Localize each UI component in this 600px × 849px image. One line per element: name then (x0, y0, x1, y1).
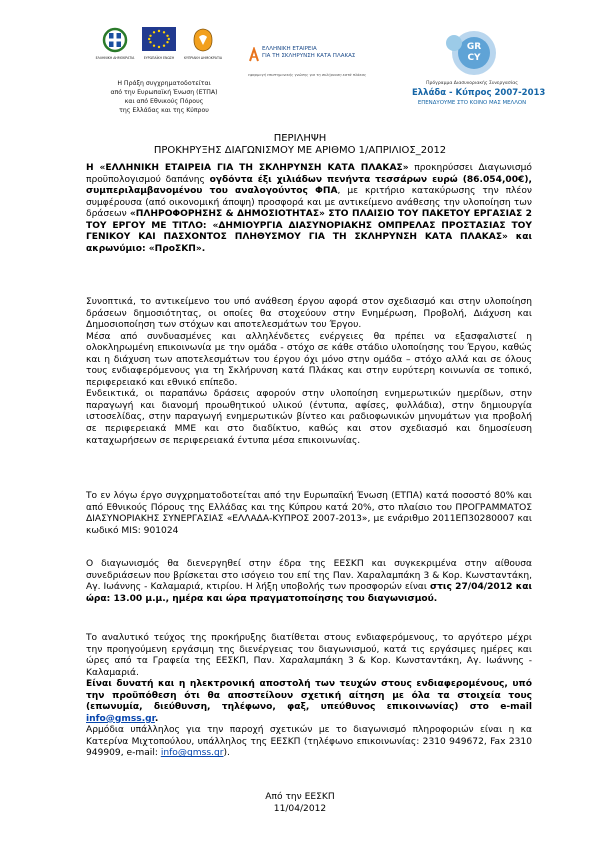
signature-date: 11/04/2012 (273, 804, 327, 814)
grcy-globe-icon (440, 27, 500, 79)
text-span: ). (223, 748, 230, 759)
esskp-name-line: ΕΛΛΗΝΙΚΗ ΕΤΑΙΡΕΙΑ (262, 46, 317, 52)
title-line-1: ΠΕΡΙΛΗΨΗ (273, 133, 327, 144)
cofinance-line: Η Πράξη συγχρηματοδοτείται (117, 80, 211, 87)
project-title: «ΠΛΗΡΟΦΟΡΗΣΗΣ & ΔΗΜΟΣΙΟΤΗΤΑΣ» ΣΤΟ ΠΛΑΙΣΙΟ ΤΟΥ ΠΑΚΕΤΟΥ ΕΡΓΑΣΙΑΣ 2 ΤΟΥ ΕΡΓΟΥ ΜΕ ΤΙΤΛΟ: «ΔΗΜΙΟΥΡΓΙΑ ΔΙΑΣΥΝΟΡΙΑΚΗΣ ΟΜΠΡΕΛΑΣ ΠΡΟΣΤΑΣΙΑΣ ΤΟΥ ΓΕΝΙΚΟΥ ΚΑΙ ΠΑΣΧΟΝΤΟΣ ΠΛΗΘΥΣΜΟΥ ΓΙΑ ΤΗ ΣΚΛΗΡΥΝΣΗ ΚΑΤΑ ΠΛΑΚΑΣ» και ακρωνύμιο: «ΠροΣΚΠ». (86, 209, 532, 254)
greek-emblem-icon (96, 25, 134, 55)
signature-block (0, 791, 600, 815)
contact-text: Αρμόδια υπάλληλος για την παροχή σχετικών με το διαγωνισμό πληροφοριών είναι η κα Κατερίνα Μιχτοπούλου, υπάλληλος της ΕΕΣΚΠ (τηλέφωνο επικοινωνίας: 2310 949672, Fax 2310 949909, e-mail: (86, 725, 532, 759)
esskp-mark-icon (248, 47, 260, 63)
paragraph-venue (86, 559, 532, 605)
paragraph-announcement (86, 163, 532, 255)
text-span: . (154, 713, 159, 724)
esskp-tagline: εφαρμογή επιστημονικής γνώσης για τη σκλήρυνση κατά πλάκας (248, 73, 367, 77)
cofinance-line: της Ελλάδας και της Κύπρου (119, 107, 209, 114)
esskp-logo (248, 45, 378, 95)
summary-text: Μέσα από συνδυασμένες και αλληλένδετες ενέργειες θα πρέπει να εξασφαλιστεί η ολοκληρωμένη επικοινωνία με την ομάδα - στόχο σε κάθε στάδιο υλοποίησης του Έργου, καθώς και η διάχυση των αποτελεσμάτων του έργου όχι μόνο στην ομάδα – στόχο αλλά και σε όλους τους ενδιαφερόμενους για τη Σκλήρυνση κατά Πλάκας και στην ευρύτερη κοινωνία σε τοπικό, περιφερειακό και εθνικό επίπεδο. (86, 331, 532, 388)
text-span: , με κριτήριο κατακύρωσης την πλέον συμφέρουσα (από οικονομική άποψη) προσφορά και με αντικείμενο ανάθεσης την υλοποίηση των δράσεων (86, 186, 532, 220)
grcy-logo-text-cy: CY (467, 53, 481, 63)
summary-text: Συνοπτικά, το αντικείμενο του υπό ανάθεση έργου αφορά στον σχεδιασμό και στην υλοποίηση δράσεων δημοσιότητας, οι οποίες θα στοχεύουν στην Ενημέρωση, Προβολή, Διάχυση και Δημοσιοποίηση των στόχων και αποτελεσμάτων του Έργου. (86, 297, 532, 331)
eu-flag-icon (140, 25, 178, 55)
budget-amount: ογδόντα έξι χιλιάδων πενήντα τεσσάρων ευρώ (86.054,00€), συμπεριλαμβανομένου του αναλογούντος ΦΠΑ (86, 174, 532, 197)
grcy-program-label: Πρόγραμμα Διασυνοριακής Συνεργασίας (426, 81, 518, 86)
summary-text: Ενδεικτικά, οι παραπάνω δράσεις αφορούν στην υλοποίηση ενημερωτικών ημερίδων, στην παραγωγή και διανομή προωθητικού υλικού (έντυπα, αφίσες, φυλλάδια), στην δημιουργία ιστοσελίδας, στην παραγωγή ενημερωτικών βίντεο και ραδιοφωνικών μηνυμάτων για προβολή σε περιφερειακά ΜΜΕ και στο διαδίκτυο, καθώς και στον σχεδιασμό και δημοσίευση καταχωρήσεων σε περιφερειακά έντυπα μέσα επικοινωνίας. (86, 389, 532, 446)
emblem-label-cyprus: ΚΥΠΡΙΑΚΗ ΔΗΜΟΚΡΑΤΙΑ (183, 56, 223, 60)
cyprus-emblem-icon (184, 25, 222, 55)
cofinance-note (104, 79, 224, 115)
paragraph-funding (86, 491, 532, 537)
emblem-label-greece: ΕΛΛΗΝΙΚΗ ΔΗΜΟΚΡΑΤΙΑ (95, 56, 135, 60)
email-link[interactable]: info@gmss.gr (86, 713, 155, 724)
paragraph-summary (86, 297, 532, 447)
grcy-logo-text-gr: GR (466, 42, 482, 52)
availability-text: Το αναλυτικό τεύχος της προκήρυξης διατίθεται στους ενδιαφερόμενους, το αργότερο μέχρι την προηγούμενη εργάσιμη της διενέργειας του διαγωνισμού, κατά τις εργάσιμες ημέρες και ώρες από τα Γραφεία της ΕΕΣΚΠ, Παν. Χαραλαμπάκη 3 & Κορ. Κωνσταντάκη, Αγ. Ιωάννης - Καλαμαριά. (86, 633, 532, 678)
esskp-name-line: ΓΙΑ ΤΗ ΣΚΛΗΡΥΝΣΗ ΚΑΤΑ ΠΛΑΚΑΣ (262, 53, 356, 59)
deadline-text: στις 27/04/2012 και ώρα: 13.00 μ.μ., ημέρα και ώρα πραγματοποίησης του διαγωνισμού. (86, 582, 532, 604)
emblem-label-eu: ΕΥΡΩΠΑΪΚΗ ΕΝΩΣΗ (143, 56, 175, 60)
venue-text: Ο διαγωνισμός θα διενεργηθεί στην έδρα της ΕΕΣΚΠ και συγκεκριμένα στην αίθουσα συνεδριάσεων που βρίσκεται στο ισόγειο του επί της Παν. Χαραλαμπάκη 3 & Κορ. Κωνσταντάκη, Αγ. Ιωάννης - Καλαμαριά, κτιρίου. Η λήξη υποβολής των προσφορών είναι (86, 559, 532, 593)
signature-from: Από την ΕΕΣΚΠ (265, 792, 335, 802)
cofinance-line: από την Ευρωπαϊκή Ένωση (ΕΤΠΑ) (110, 89, 218, 96)
esskp-name (262, 46, 355, 60)
grcy-program-title: Ελλάδα - Κύπρος 2007-2013 (412, 88, 546, 98)
title-line-2: ΠΡΟΚΗΡΥΞΗΣ ΔΙΑΓΩΝΙΣΜΟΥ ΜΕ ΑΡΙΘΜΟ 1/ΑΠΡΙΛΙΟΣ_2012 (153, 145, 447, 156)
org-name: Η «ΕΛΛΗΝΙΚΗ ΕΤΑΙΡΕΙΑ ΓΙΑ ΤΗ ΣΚΛΗΡΥΝΣΗ ΚΑΤΑ ΠΛΑΚΑΣ» (86, 163, 409, 173)
text-span: προκηρύσσει Διαγωνισμό προϋπολογισμού δαπάνης (86, 163, 532, 185)
paragraph-availability (86, 633, 532, 760)
email-request-text: Είναι δυνατή και η ηλεκτρονική αποστολή των τευχών στους ενδιαφερομένους, υπό την προϋπόθεση ότι θα αποστείλουν σχετική αίτηση με όλα τα στοιχεία τους (επωνυμία, διεύθυνση, τηλέφωνο, φαξ, υπεύθυνος επικοινωνίας) στο e-mail (86, 679, 532, 713)
document-title (0, 133, 600, 157)
grcy-program-logo (412, 25, 546, 115)
emblem-logos (96, 25, 226, 75)
funding-text: Το εν λόγω έργο συγχρηματοδοτείται από την Ευρωπαϊκή Ένωση (ΕΤΠΑ) κατά ποσοστό 80% και από Εθνικούς Πόρους της Ελλάδας και της Κύπρου κατά 20%, στο πλαίσιο του ΠΡΟΓΡΑΜΜΑΤΟΣ ΔΙΑΣΥΝΟΡΙΑΚΗΣ ΣΥΝΕΡΓΑΣΙΑΣ «ΕΛΛΑΔΑ-ΚΥΠΡΟΣ 2007-2013», με ενάριθμο 2011ΕΠ30280007 και κωδικό MIS: 901024 (86, 491, 532, 536)
contact-email-link[interactable]: info@gmss.gr (160, 748, 224, 759)
grcy-slogan: ΕΠΕΝΔΥΟΥΜΕ ΣΤΟ ΚΟΙΝΟ ΜΑΣ ΜΕΛΛΟΝ (417, 100, 527, 106)
header (0, 0, 600, 125)
cofinance-line: και από Εθνικούς Πόρους (124, 98, 204, 105)
